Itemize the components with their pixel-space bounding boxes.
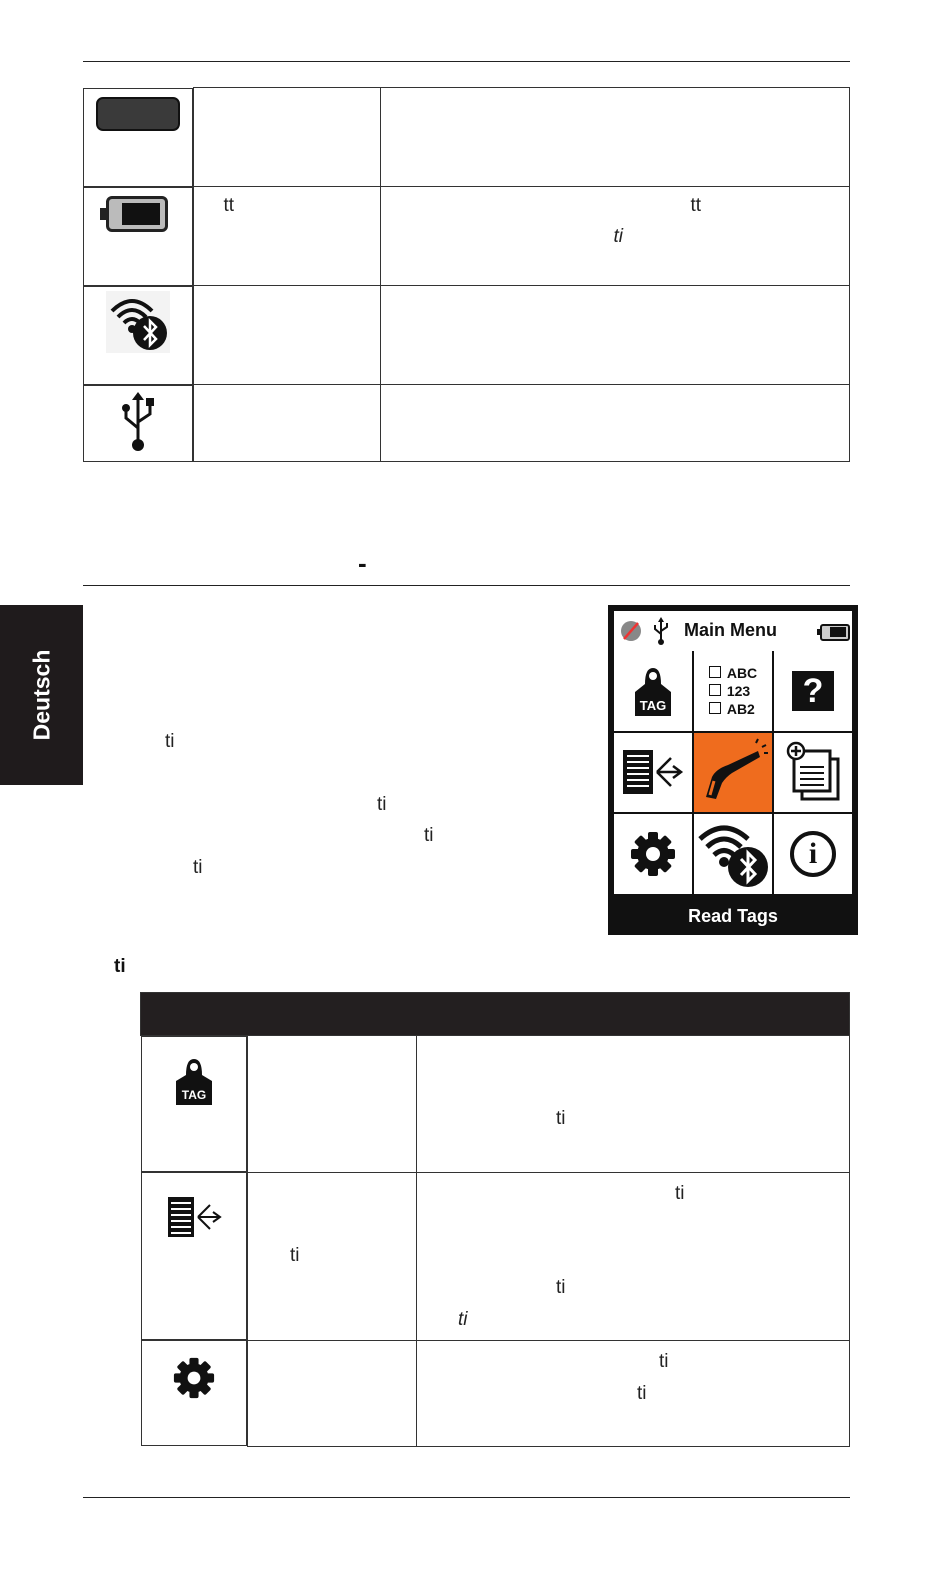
menu-function-table bbox=[140, 992, 850, 1447]
menu-grid bbox=[614, 651, 852, 894]
text-fragment: ti bbox=[556, 1108, 566, 1129]
usb-icon bbox=[118, 388, 158, 454]
checklist-item: ABC bbox=[726, 664, 758, 681]
checkbox-icon bbox=[709, 702, 721, 714]
text-fragment: ti bbox=[613, 226, 623, 247]
dark-bar-icon bbox=[96, 97, 180, 131]
text-fragment: ti bbox=[556, 1276, 566, 1298]
battery-icon bbox=[106, 196, 170, 232]
list-export-icon bbox=[621, 748, 685, 796]
battery-icon bbox=[820, 624, 850, 640]
checklist-item: 123 bbox=[726, 682, 751, 699]
table-row bbox=[83, 88, 850, 187]
copy-documents-icon bbox=[784, 741, 842, 803]
top-rule bbox=[83, 61, 850, 62]
menu-tile-list-export[interactable] bbox=[614, 733, 692, 813]
language-side-tab bbox=[0, 605, 83, 785]
table-row bbox=[141, 1340, 850, 1446]
checklist-item: AB2 bbox=[726, 700, 755, 717]
tag-label: TAG bbox=[181, 1088, 206, 1102]
menu-tile-checklist[interactable] bbox=[694, 651, 772, 731]
text-fragment: ti bbox=[165, 731, 175, 752]
device-main-menu-screen bbox=[608, 605, 858, 935]
text-fragment: ti bbox=[637, 1382, 647, 1404]
device-footer: Read Tags bbox=[688, 906, 778, 926]
wifi-bluetooth-icon bbox=[696, 819, 770, 889]
device-title: Main Menu bbox=[684, 620, 777, 640]
table-row bbox=[141, 1172, 850, 1340]
table-row bbox=[83, 385, 850, 462]
gear-icon bbox=[173, 1357, 215, 1399]
section-dash: - bbox=[358, 548, 367, 578]
text-fragment: ti bbox=[424, 825, 434, 846]
menu-tile-tag[interactable] bbox=[614, 651, 692, 731]
text-fragment: tt bbox=[690, 195, 702, 216]
table-row bbox=[83, 187, 850, 286]
section-rule bbox=[83, 585, 850, 586]
menu-tile-wireless[interactable] bbox=[694, 814, 772, 894]
tag-label: TAG bbox=[639, 697, 667, 713]
bottom-rule bbox=[83, 1497, 850, 1498]
help-icon: ? bbox=[792, 671, 834, 711]
no-signal-icon bbox=[620, 620, 642, 642]
table-caption: ti bbox=[114, 956, 126, 977]
checkbox-icon bbox=[709, 684, 721, 696]
wifi-bluetooth-icon bbox=[106, 291, 170, 353]
usb-icon bbox=[652, 616, 670, 646]
menu-tile-settings[interactable] bbox=[614, 814, 692, 894]
menu-tile-info[interactable] bbox=[774, 814, 852, 894]
table-row bbox=[141, 1036, 850, 1173]
info-icon: i bbox=[790, 831, 836, 877]
menu-tile-help[interactable] bbox=[774, 651, 852, 731]
text-fragment: ti bbox=[290, 1244, 300, 1266]
reader-wand-icon bbox=[698, 737, 768, 807]
list-export-icon bbox=[166, 1195, 222, 1239]
menu-tile-read-tags[interactable] bbox=[694, 733, 772, 813]
status-icon-table bbox=[83, 87, 850, 462]
language-label: Deutsch bbox=[28, 649, 54, 741]
device-status-bar bbox=[614, 611, 852, 651]
checklist bbox=[709, 664, 757, 718]
text-fragment: ti bbox=[659, 1350, 669, 1372]
text-fragment: ti bbox=[193, 857, 203, 878]
text-fragment: ti bbox=[675, 1182, 685, 1204]
menu-tile-copy[interactable] bbox=[774, 733, 852, 813]
table-header-row bbox=[141, 993, 850, 1036]
gear-icon bbox=[630, 831, 676, 877]
text-fragment: ti bbox=[458, 1308, 468, 1330]
text-fragment: tt bbox=[223, 195, 235, 216]
text-fragment: ti bbox=[377, 794, 387, 815]
checkbox-checked-icon bbox=[709, 666, 721, 678]
tag-icon bbox=[631, 664, 675, 718]
table-row bbox=[83, 286, 850, 385]
tag-icon bbox=[172, 1055, 216, 1107]
